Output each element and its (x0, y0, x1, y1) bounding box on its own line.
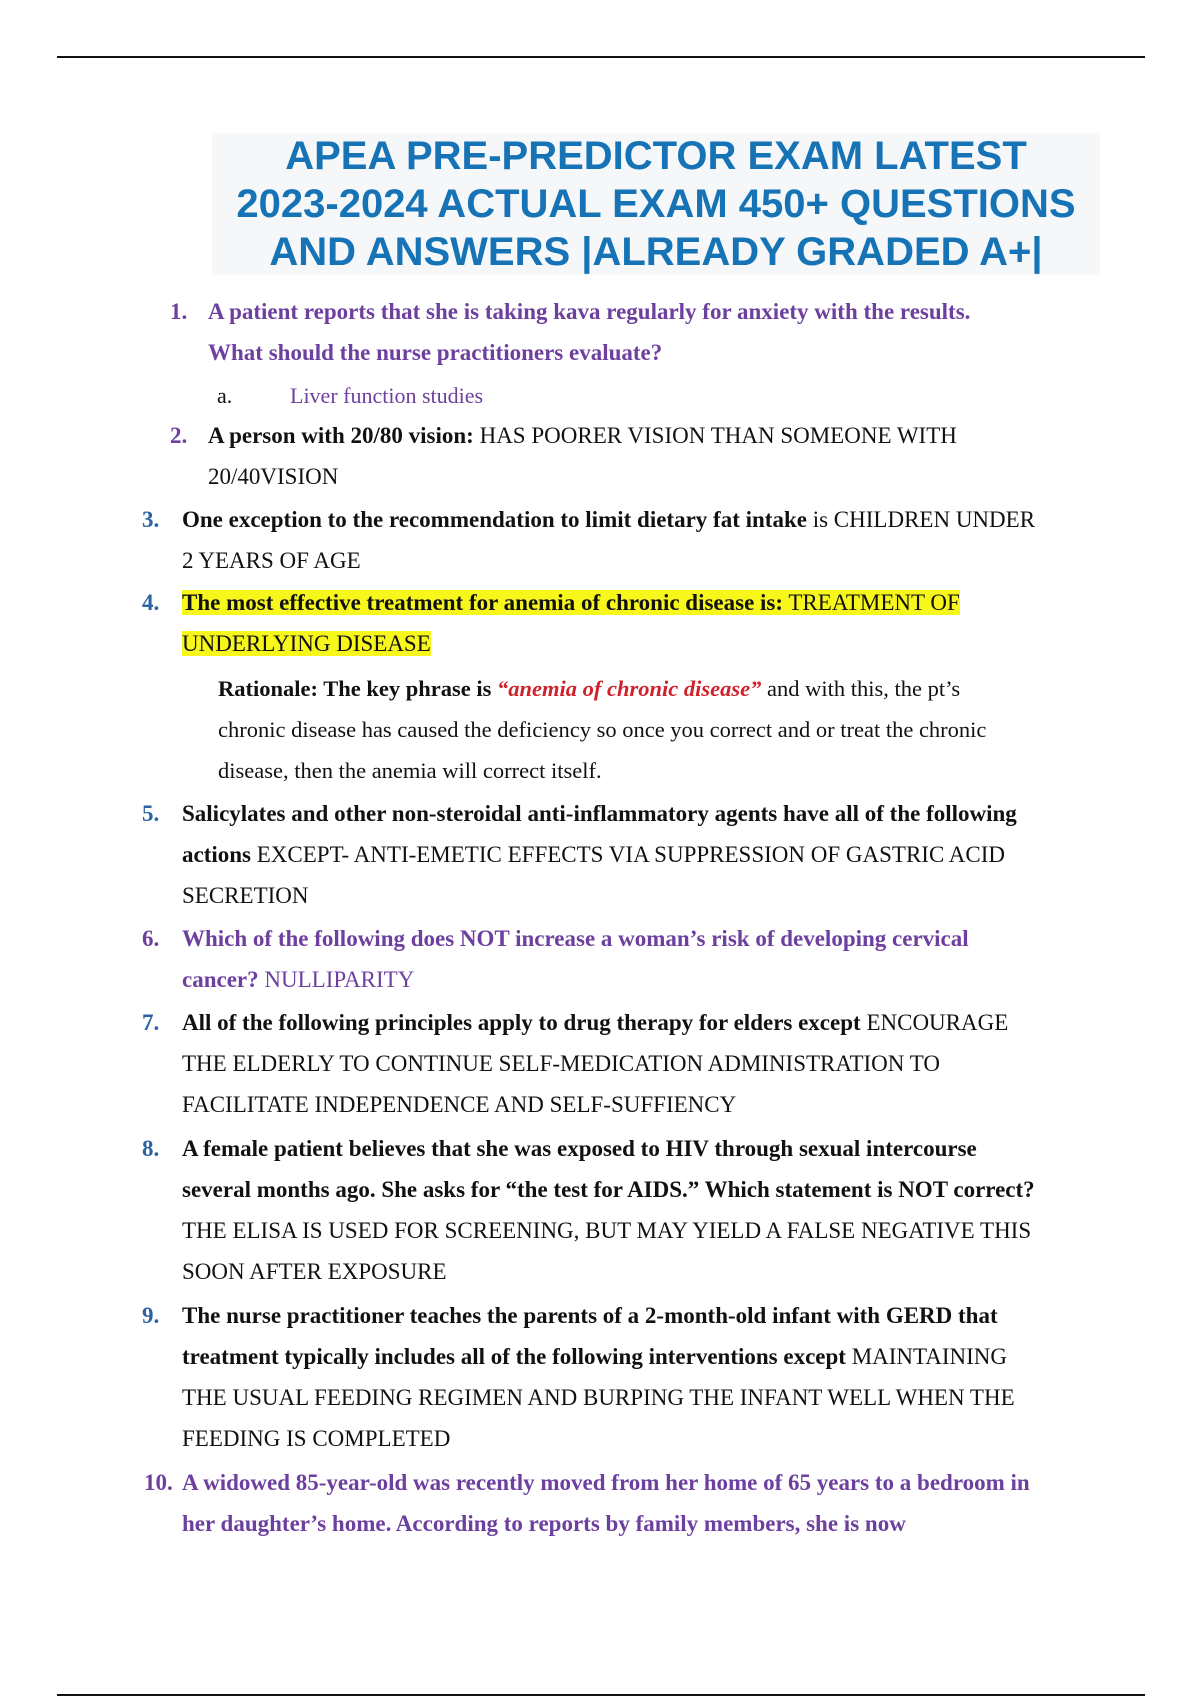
answer-text-line-1: TREATMENT OF (783, 590, 960, 615)
question-text-line-1: A patient reports that she is taking kava regularly for anxiety with the results. (208, 299, 971, 324)
question-text-line-1: The nurse practitioner teaches the parents of a 2-month-old infant with GERD that (182, 1303, 998, 1328)
question-6 (142, 918, 1082, 1000)
question-text: One exception to the recommendation to limit dietary fat intake (182, 507, 807, 532)
question-text-line-1: Which of the following does NOT increase a woman’s risk of developing cervical (182, 926, 969, 951)
question-number: 9. (142, 1303, 160, 1328)
answer-text-line-1: ENCOURAGE (860, 1010, 1009, 1035)
title-line-1: APEA PRE-PREDICTOR EXAM LATEST (285, 134, 1027, 178)
question-3 (142, 499, 1082, 581)
question-text-line-2: treatment typically includes all of the following interventions except (182, 1344, 846, 1369)
question-number: 7. (142, 1010, 160, 1035)
question-9 (142, 1295, 1082, 1459)
document-title (212, 133, 1100, 275)
option-text: Liver function studies (290, 383, 484, 408)
answer-text-line-2: EXCEPT- ANTI-EMETIC EFFECTS VIA SUPPRESSION OF GASTRIC ACID (251, 842, 1006, 867)
question-number: 5. (142, 801, 160, 826)
answer-text-line-2: SOON AFTER EXPOSURE (182, 1259, 447, 1284)
rationale-label: Rationale: The key phrase is (218, 676, 497, 701)
question-text-line-2: What should the nurse practitioners evaluate? (208, 340, 663, 365)
answer-text: NULLIPARITY (258, 967, 415, 992)
question-4 (142, 582, 1082, 664)
answer-text-line-3: FEEDING IS COMPLETED (182, 1426, 451, 1451)
question-8 (142, 1128, 1082, 1292)
question-number: 8. (142, 1136, 160, 1161)
answer-text-line-1: is CHILDREN UNDER (806, 507, 1036, 532)
answer-text-line-2: THE USUAL FEEDING REGIMEN AND BURPING THE INFANT WELL WHEN THE (182, 1385, 1015, 1410)
rationale-key-phrase: “anemia of chronic disease” (496, 676, 762, 701)
answer-text-line-3: FACILITATE INDEPENDENCE AND SELF-SUFFIENCY (182, 1092, 737, 1117)
title-line-2: 2023-2024 ACTUAL EXAM 450+ QUESTIONS (236, 182, 1076, 226)
answer-text-line-3: SECRETION (182, 883, 309, 908)
rationale-line-3: disease, then the anemia will correct itself. (218, 758, 602, 783)
question-5 (142, 793, 1082, 916)
rationale (218, 668, 1098, 791)
answer-option-a (217, 376, 483, 416)
bottom-rule (57, 1694, 1145, 1696)
answer-text-line-1: HAS POORER VISION THAN SOMEONE WITH (473, 423, 957, 448)
answer-text-line-2: THE ELDERLY TO CONTINUE SELF-MEDICATION ADMINISTRATION TO (182, 1051, 940, 1076)
answer-text-line-2: 20/40VISION (208, 464, 339, 489)
question-text-line-2: her daughter’s home. According to reports by family members, she is now (182, 1511, 906, 1536)
question-text-line-2: cancer? (182, 967, 259, 992)
question-1 (170, 291, 1108, 373)
answer-text-line-1: THE ELISA IS USED FOR SCREENING, BUT MAY YIELD A FALSE NEGATIVE THIS (182, 1218, 1032, 1243)
question-7 (142, 1002, 1082, 1125)
question-text-line-2: actions (182, 842, 251, 867)
question-text: A person with 20/80 vision: (208, 423, 474, 448)
question-number: 2. (170, 423, 188, 448)
rationale-line-1: and with this, the pt’s (761, 676, 961, 701)
question-text-line-2: several months ago. She asks for “the test for AIDS.” Which statement is NOT correct? (182, 1177, 1035, 1202)
question-number: 1. (170, 299, 188, 324)
question-number: 10. (144, 1470, 173, 1495)
question-number: 3. (142, 507, 160, 532)
answer-text-line-2: 2 YEARS OF AGE (182, 548, 361, 573)
question-10 (144, 1462, 1082, 1544)
answer-text-line-1: MAINTAINING (845, 1344, 1007, 1369)
option-letter: a. (217, 383, 233, 408)
answer-text-line-2: UNDERLYING DISEASE (182, 631, 431, 656)
question-2 (170, 415, 1108, 497)
question-text: All of the following principles apply to drug therapy for elders except (182, 1010, 861, 1035)
title-line-3: AND ANSWERS |ALREADY GRADED A+| (269, 230, 1043, 274)
question-number: 4. (142, 590, 160, 615)
question-text-line-1: Salicylates and other non-steroidal anti-inflammatory agents have all of the following (182, 801, 1017, 826)
top-rule (57, 56, 1145, 58)
rationale-line-2: chronic disease has caused the deficiency so once you correct and or treat the chronic (218, 717, 987, 742)
question-text-line-1: A widowed 85-year-old was recently moved from her home of 65 years to a bedroom in (182, 1470, 1030, 1495)
question-number: 6. (142, 926, 160, 951)
question-text-line-1: A female patient believes that she was exposed to HIV through sexual intercourse (182, 1136, 977, 1161)
question-text: The most effective treatment for anemia of chronic disease is: (182, 590, 784, 615)
